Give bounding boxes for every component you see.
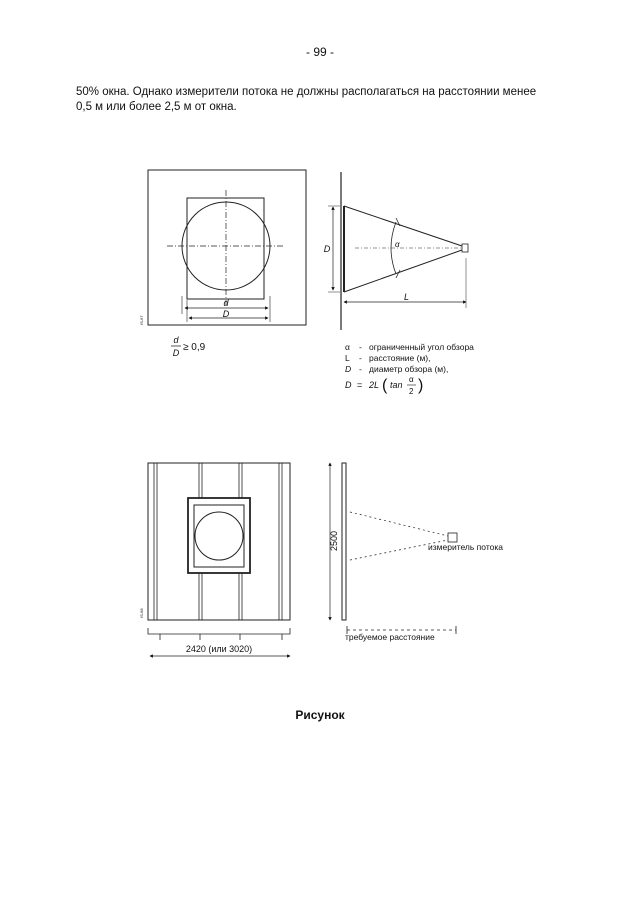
- cone-D-label: D: [323, 244, 331, 254]
- legend-symbol: L: [345, 353, 350, 363]
- wall-section: [342, 463, 346, 620]
- formula-denominator: 2: [409, 387, 414, 396]
- formula-paren-right: ): [418, 377, 424, 394]
- label-D: D: [222, 309, 230, 319]
- view-ray-top: [350, 512, 448, 536]
- window-frame: [187, 198, 264, 299]
- legend-dash: -: [359, 342, 362, 352]
- test-wall-front-view: [148, 463, 290, 656]
- cone-edge-bottom: [344, 250, 462, 292]
- legend-text: диаметр обзора (м),: [369, 364, 449, 374]
- ratio-denominator: D: [172, 348, 180, 358]
- height-label: 2500: [329, 530, 339, 552]
- formula-lhs: D: [345, 380, 352, 390]
- legend-text: расстояние (м),: [369, 353, 431, 363]
- figure2-code: IS-68: [139, 608, 144, 618]
- cone-edge-top: [344, 206, 462, 246]
- view-cone-diagram: [328, 172, 468, 330]
- ratio-inequality: ≥ 0,9: [183, 342, 206, 353]
- distance-label: требуемое расстояние: [345, 632, 435, 642]
- legend-dash: -: [359, 353, 362, 363]
- label-d: d: [223, 298, 229, 308]
- arc-tick: [396, 270, 400, 278]
- paragraph-line: 50% окна. Однако измерители потока не должны располагаться на расстоянии менее: [76, 86, 537, 98]
- test-window-pane: [194, 505, 244, 567]
- meter-label: измеритель потока: [428, 542, 503, 552]
- formula-numerator: α: [409, 375, 414, 384]
- legend: [345, 342, 474, 374]
- view-diameter-formula: [345, 375, 423, 396]
- ratio-numerator: d: [173, 335, 179, 345]
- formula-paren-left: (: [382, 377, 388, 394]
- formula-equals: =: [357, 380, 363, 390]
- floor-rail: [148, 628, 290, 640]
- figure-caption: Рисунок: [295, 708, 345, 722]
- formula-tan: tan: [390, 380, 403, 390]
- legend-dash: -: [359, 364, 362, 374]
- legend-text: ограниченный угол обзора: [369, 342, 474, 352]
- figure1-code: IS-67: [139, 315, 144, 325]
- cone-alpha-label: α: [395, 240, 400, 249]
- meter-head: [462, 244, 468, 252]
- cone-L-label: L: [404, 292, 410, 302]
- paragraph-line: 0,5 м или более 2,5 м от окна.: [76, 100, 237, 113]
- legend-symbol: D: [345, 364, 352, 374]
- page-number: - 99 -: [305, 45, 334, 59]
- flow-meter: [448, 533, 457, 542]
- legend-symbol: α: [345, 342, 350, 352]
- formula-coefficient: 2L: [369, 380, 380, 390]
- width-label: 2420 (или 3020): [185, 644, 253, 654]
